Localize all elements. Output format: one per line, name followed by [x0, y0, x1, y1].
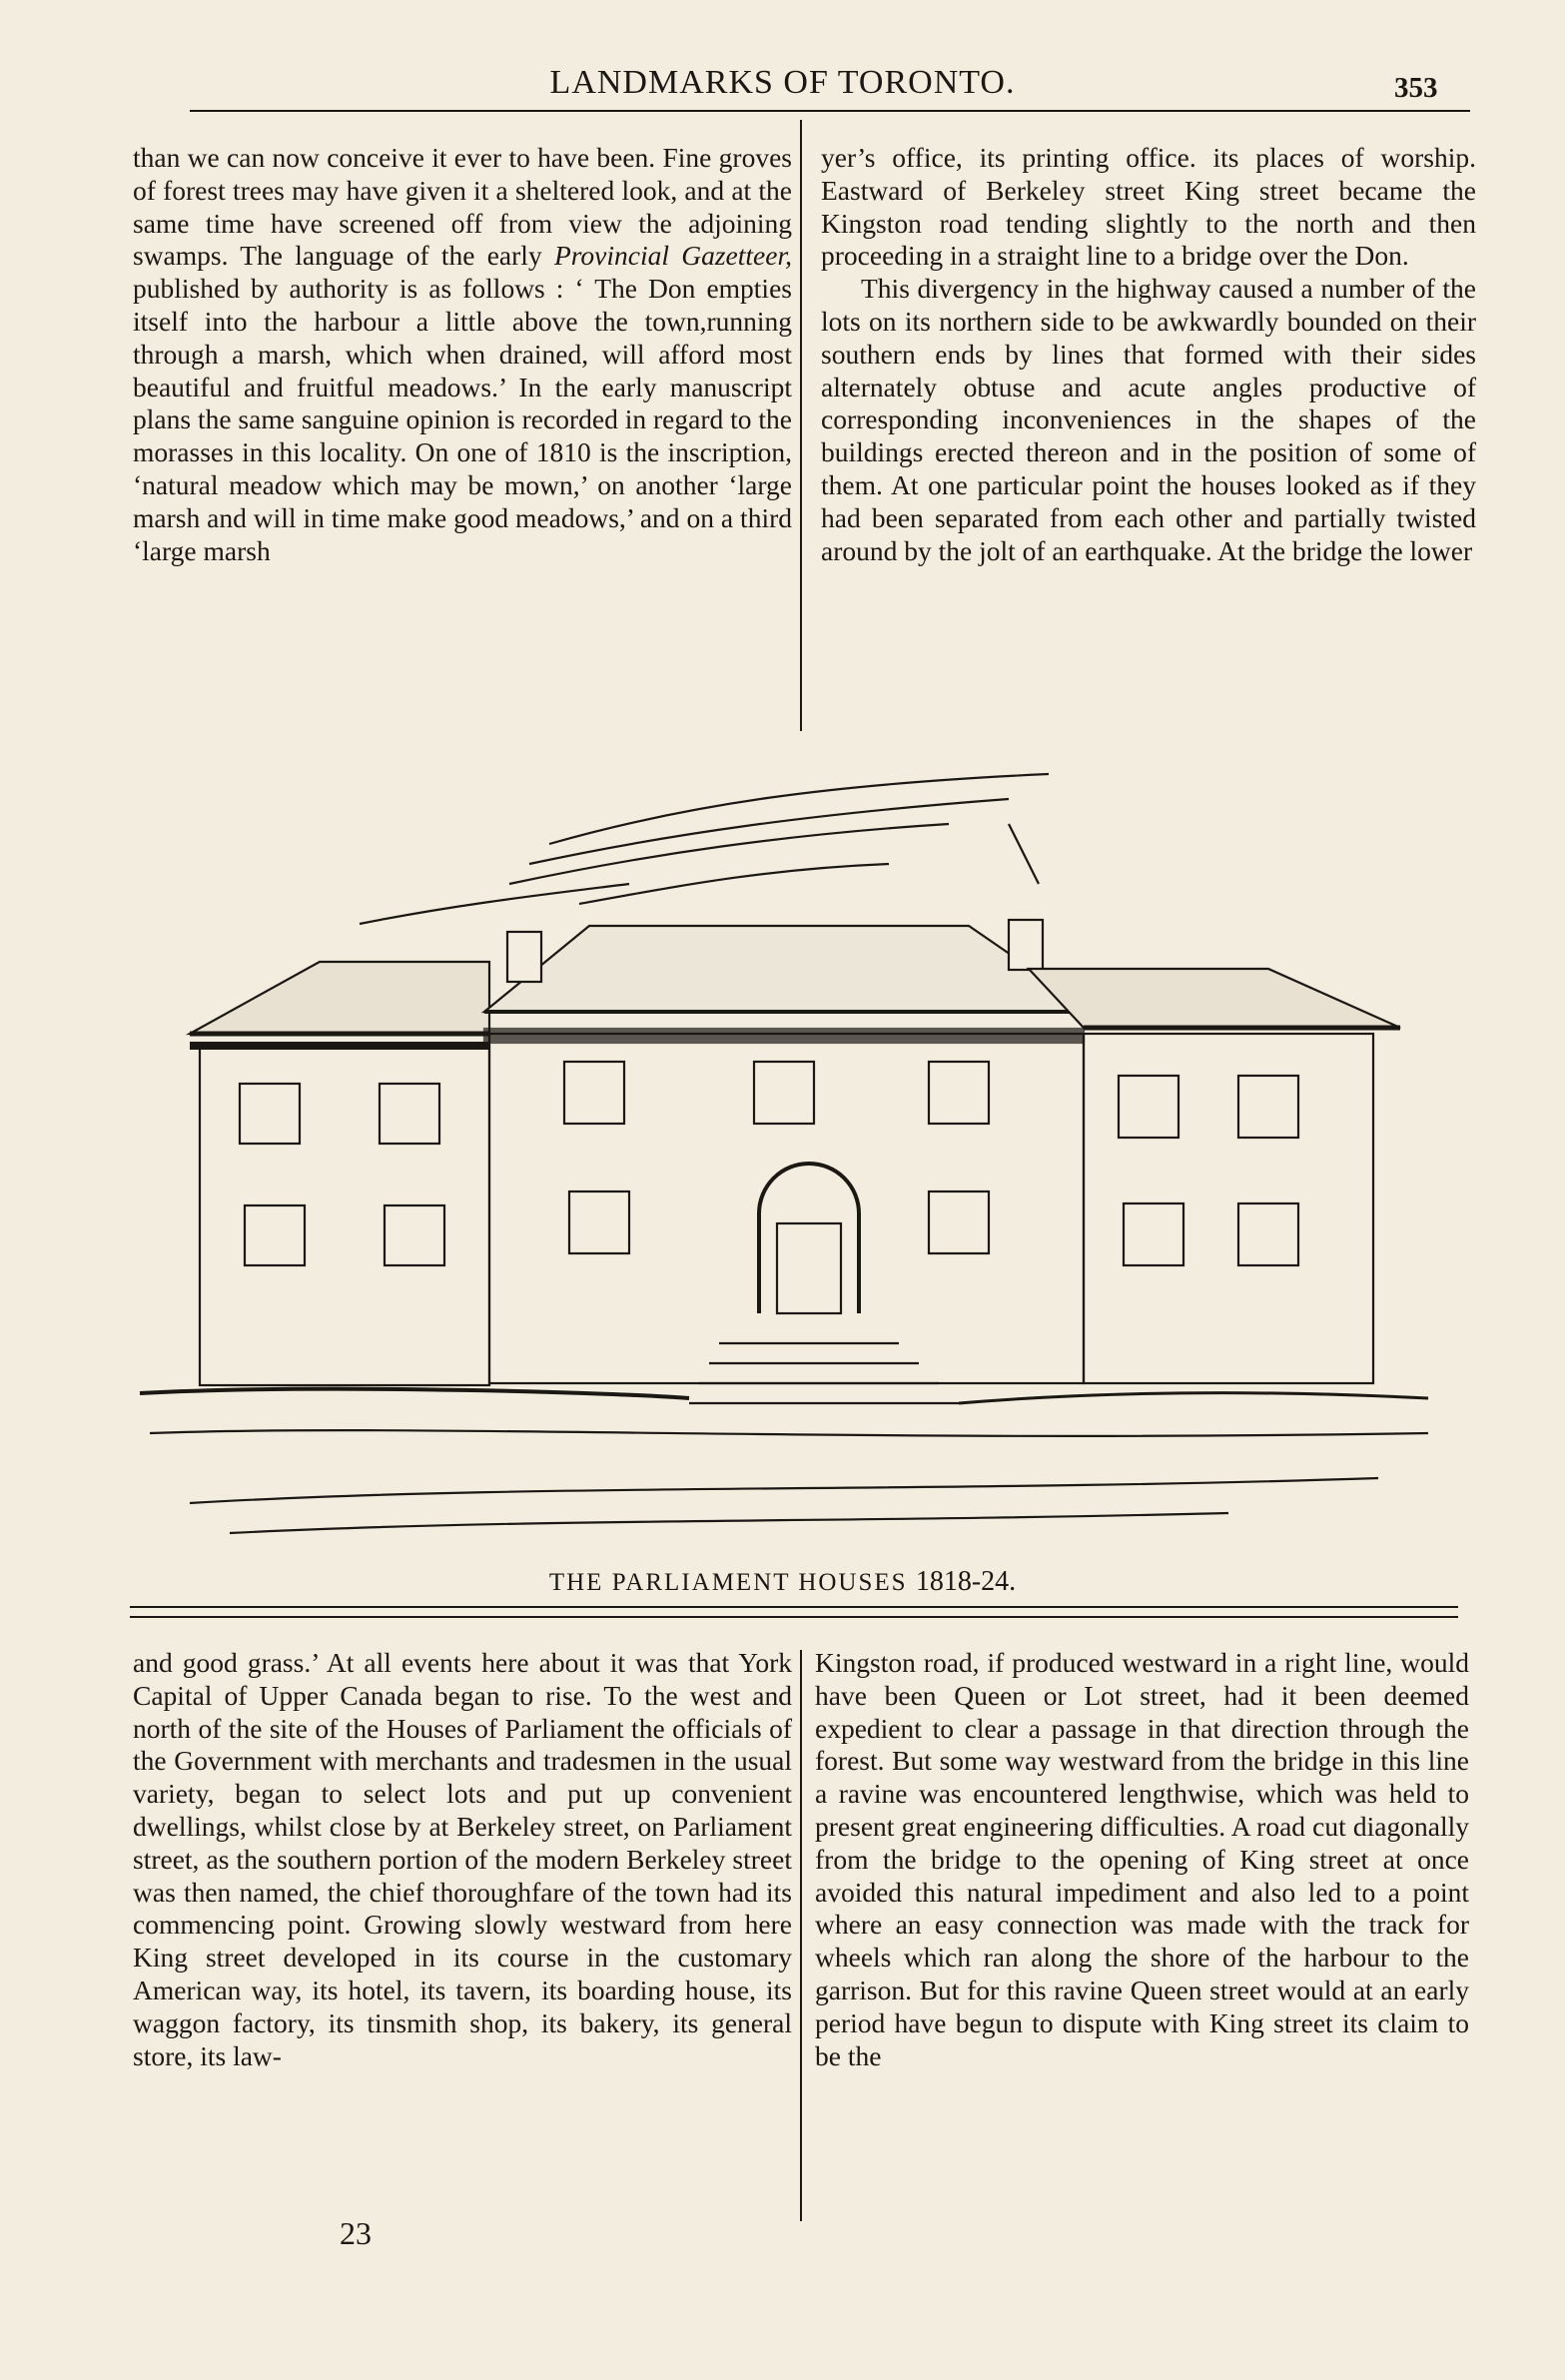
top-left-column [133, 142, 792, 567]
column-divider-top [800, 120, 802, 731]
page-number: 353 [1394, 72, 1438, 104]
bottom-left-column [133, 1647, 792, 2072]
top-left-text-1: than we can now conceive it ever to have been. Fine groves of forest trees may have given it a sheltered look, and at the same time have screened off from view the adjoining swamps. The language of the early [133, 142, 792, 272]
top-right-column [821, 142, 1476, 567]
caption-date: 1818-24. [915, 1566, 1017, 1597]
header-rule [190, 110, 1470, 112]
bottom-left-paragraph: and good grass.’ At all events here about it was that York Capital of Upper Canada began to rise. To the west and north of the site of the Houses of Parliament the officials of the Government with merchants and tradesmen in the usual variety, began to select lots and put up convenient dwellings, whilst close by at Berkeley street, on Parliament street, as the southern portion of the modern Berkeley street was then named, the chief thoroughfare of the town had its commencing point. Growing slowly westward from here King street developed in its course in the customary American way, its hotel, its tavern, its boarding house, its waggon factory, its tinsmith shop, its bakery, its general store, its law- [133, 1647, 792, 2071]
top-left-text-2: published by authority is as follows : ‘ The Don empties itself into the harbour a little above the town,running through a marsh, which when drained, will afford most beautiful and fruitful meadows.’ In the early manuscript plans the same sanguine opinion is recorded in regard to the morasses in this locality. On one of 1810 is the inscription, ‘natural meadow which may be mown,’ on another ‘large marsh and will in time make good meadows,’ and on a third ‘large marsh [133, 273, 792, 566]
top-left-paragraph [133, 142, 792, 567]
running-head [0, 60, 1565, 120]
bottom-right-column [815, 1647, 1469, 2072]
running-title: LANDMARKS OF TORONTO. [549, 64, 1016, 101]
column-divider-bottom [800, 1650, 802, 2221]
caption-rule-lower [130, 1616, 1458, 1618]
figure-caption [0, 1566, 1565, 1598]
parliament-houses-illustration [130, 744, 1448, 1573]
top-right-paragraph-2: This divergency in the highway caused a number of the lots on its northern side to be awkwardly bounded on their southern ends by lines that formed with their sides alternately obtuse and acute angles productive of corresponding inconveniences in the shapes of the buildings erected thereon and in the position of some of them. At one particular point the houses looked as if they had been separated from each other and partially twisted around by the jolt of an earthquake. At the bridge the lower [821, 273, 1476, 566]
gazetteer-title: Provincial Gazetteer, [553, 240, 792, 272]
bottom-right-paragraph: Kingston road, if produced westward in a right line, would have been Queen or Lot street, had it been deemed expedient to clear a passage in that direction through the forest. But some way westward from the bridge in this line a ravine was encountered lengthwise, which was held to present great engineering difficulties. A road cut diagonally from the bridge to the opening of King street at once avoided this natural impediment and also led to a point where an easy connection was made with the track for wheels which ran along the shore of the harbour to the garrison. But for this ravine Queen street would at an early period have begun to dispute with King street its claim to be the [815, 1647, 1469, 2071]
caption-title: THE PARLIAMENT HOUSES [548, 1569, 908, 1596]
signature-mark: 23 [340, 2215, 372, 2251]
caption-rule-upper [130, 1606, 1458, 1608]
top-right-paragraph-1: yer’s office, its printing office. its places of worship. Eastward of Berkeley street King street became the Kingston road tending slightly to the north and then proceeding in a straight line to a bridge over the Don. [821, 142, 1476, 272]
